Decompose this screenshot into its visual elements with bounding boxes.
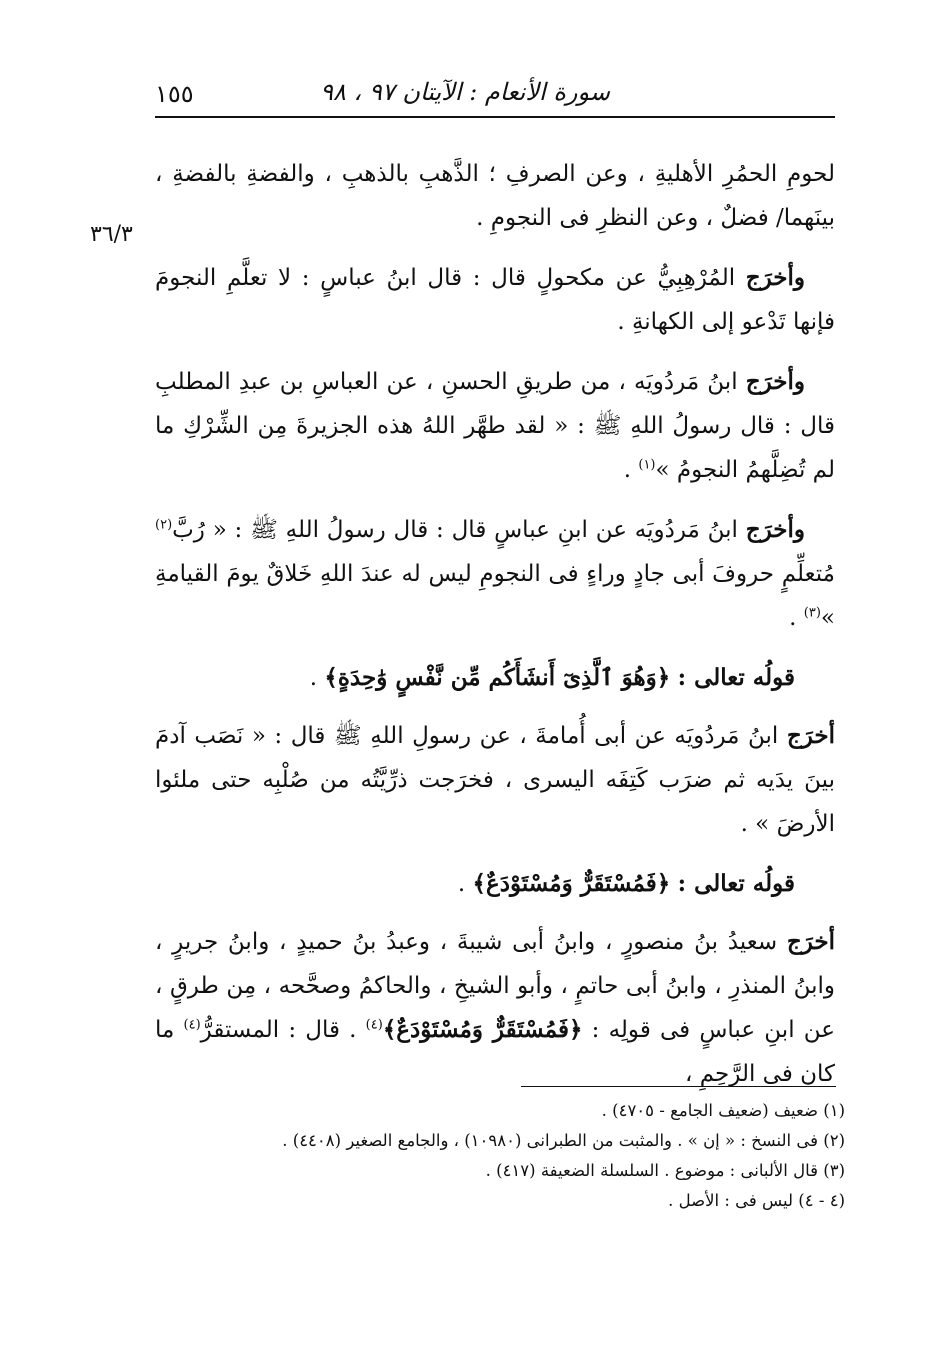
paragraph-tail: مُتعلِّمٍ حروفَ أبى جادٍ وراءٍ فى النجومِ ليس له عندَ اللهِ خَلاقٌ يومَ القيامةِ » bbox=[155, 561, 835, 631]
paragraph-6 bbox=[155, 920, 835, 1096]
verse-heading-1 bbox=[155, 656, 835, 700]
footnote-marker[interactable]: (٢) bbox=[155, 517, 173, 533]
footnote-4: (٤ - ٤) ليس فى : الأصل . bbox=[668, 1191, 845, 1210]
paragraph-keyword: أخرَج bbox=[786, 928, 835, 955]
paragraph-keyword: وأخرَج bbox=[745, 264, 805, 291]
quran-verse: ﴿وَهُوَ ٱلَّذِىٓ أَنشَأَكُم مِّن نَّفْسٍ وَٰحِدَةٍ﴾ bbox=[324, 664, 671, 691]
footnote-marker[interactable]: (٤) bbox=[365, 1017, 383, 1033]
paragraph-5 bbox=[155, 714, 835, 846]
paragraph-3 bbox=[155, 360, 835, 492]
paragraph-keyword: وأخرَج bbox=[745, 516, 805, 543]
footnote-marker[interactable]: (٣) bbox=[803, 605, 821, 621]
running-title: سورة الأنعام : الآيتان ٩٧ ، ٩٨ bbox=[320, 78, 610, 106]
paragraph-tail: . قال : المستقرُّ bbox=[200, 1017, 366, 1043]
paragraph-text: سعيدُ بنُ منصورٍ ، وابنُ أبى شيبةَ ، وعبدُ بنُ حميدٍ ، وابنُ جريرٍ ، وابنُ المنذرِ ، وابنُ أبى حاتمٍ ، وأبو الشيخِ ، والحاكمُ وصحَّحه ، مِن طرقٍ ، عن ابنِ عباسٍ فى قولِه : bbox=[155, 929, 836, 1043]
footnote-3: (٣) قال الألبانى : موضوع . السلسلة الضعيفة (٤١٧) . bbox=[485, 1161, 845, 1180]
main-text bbox=[155, 152, 835, 1112]
page-number: ١٥٥ bbox=[155, 80, 194, 108]
paragraph-text: لحومِ الحمُرِ الأهليةِ ، وعن الصرفِ ؛ الذَّهبِ بالذهبِ ، والفضةِ بالفضةِ ، بينَهما/ فضلٌ ، وعن النظرِ فى النجومِ . bbox=[155, 161, 835, 231]
heading-tail: . bbox=[309, 665, 325, 691]
paragraph-tail: . bbox=[623, 457, 639, 483]
footnote-2: (٢) فى النسخ : « إن » . والمثبت من الطبرانى (١٠٩٨٠) ، والجامع الصغير (٤٤٠٨) . bbox=[282, 1131, 845, 1150]
paragraph-text: ابنُ مَردُويَه عن ابنِ عباسٍ قال : قال رسولُ اللهِ ﷺ : « رُبَّ bbox=[172, 517, 746, 543]
heading-label: قولُه تعالى : bbox=[677, 870, 795, 897]
footnote-1: (١) ضعيف (ضعيف الجامع - ٤٧٠٥) . bbox=[601, 1101, 845, 1120]
paragraph-2 bbox=[155, 256, 835, 344]
quran-verse: ﴿فَمُسْتَقَرٌّ وَمُسْتَوْدَعٌ﴾ bbox=[472, 870, 671, 897]
quran-verse: ﴿فَمُسْتَقَرٌّ وَمُسْتَوْدَعٌ﴾ bbox=[382, 1016, 583, 1043]
paragraph-text: ابنُ مَردُويَه ، من طريقِ الحسنِ ، عن العباسِ بن عبدِ المطلبِ قال : قال رسولُ اللهِ ﷺ : « لقد طهَّر اللهُ هذه الجزيرةَ مِن الشِّرْكِ ما لم تُضِلَّهمُ النجومُ » bbox=[155, 369, 835, 483]
paragraph-keyword: أخرَج bbox=[786, 722, 835, 749]
heading-tail: . bbox=[457, 871, 473, 897]
paragraph-4 bbox=[155, 508, 835, 640]
paragraph-1 bbox=[155, 152, 835, 240]
page-header bbox=[155, 70, 835, 118]
paragraph-tail: ما كان فى الرَّحِمِ ، bbox=[155, 1017, 835, 1087]
paragraph-text: ابنُ مَردُويَه عن أبى أُمامةَ ، عن رسولِ اللهِ ﷺ قال : « نَصَب آدمَ بينَ يدَيه ثم ضرَب كَتِفَه اليسرى ، فخرَجت ذرِّيَّتُه من صُلْبِه حتى ملئوا الأرضَ » . bbox=[155, 723, 835, 837]
heading-label: قولُه تعالى : bbox=[677, 664, 795, 691]
margin-reference: ٣٦/٣ bbox=[90, 222, 133, 247]
footnotes bbox=[155, 1096, 845, 1216]
paragraph-tail: . bbox=[789, 605, 804, 631]
paragraph-keyword: وأخرَج bbox=[745, 368, 805, 395]
footnote-divider bbox=[521, 1086, 836, 1087]
verse-heading-2 bbox=[155, 862, 835, 906]
paragraph-text: المُرْهِبِيُّ عن مكحولٍ قال : قال ابنُ عباسٍ : لا تعلَّمِ النجومَ فإنها تَدْعو إلى الكهانةِ . bbox=[155, 265, 835, 335]
footnote-marker[interactable]: (٤) bbox=[183, 1017, 201, 1033]
footnote-marker[interactable]: (١) bbox=[638, 457, 656, 473]
